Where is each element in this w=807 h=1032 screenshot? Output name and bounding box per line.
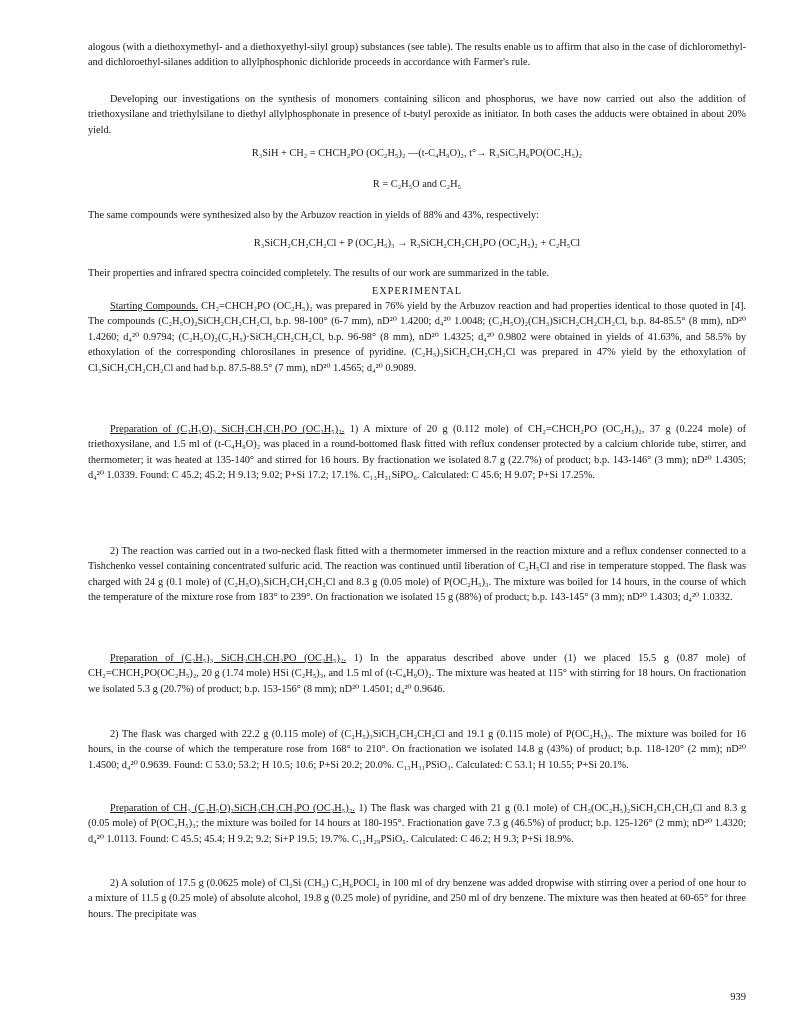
paragraph-prep-triethylsilyl xyxy=(88,651,746,697)
paragraph-properties-summary: Their properties and infrared spectra coincided completely. The results of our work are summarized in the table. xyxy=(88,268,550,279)
paragraph-intro-continuation: alogous (with a diethoxymethyl- and a diethoxyethyl-silyl group) substances (see table). The results enable us to affirm that also in the case of dichloromethyl- and dichloroethyl-silanes addition to allylphosphonic dichloride proceeds in accordance with Farmer's rule. xyxy=(88,42,746,69)
starting-compounds-text: CH₂=CHCH₂PO (OC₂H₅)₂ was prepared in 76% yield by the Arbuzov reaction and had properties identical to those quoted in [4]. The compounds (C₂H₅O)₂SiCH₂CH₂CH₂Cl, b.p. 98-100° (6-7 mm), nD²⁰ 1.4200; d₄²⁰ 1.0048; (C₂H₅O)₂(CH₃)SiCH₂CH₂CH₂Cl, b.p. 84-85.5° (8 mm), nD²⁰ 1.4260; d₄²⁰ 0.9794; (C₂H₅O)₂(C₂H₅)·SiCH₂CH₂CH₂Cl, b.p. 96-98° (8 mm), nD²⁰ 1.4325; d₄²⁰ 0.9802 were obtained in yields of 41.63%, and 58.5% by ethoxylation of the corresponding chlorosilanes in presence of pyridine. (C₂H₅)₃SiCH₂CH₂CH₂Cl was prepared in 47% yield by the ethoxylation of Cl₃SiCH₂CH₂CH₂Cl and had b.p. 87.5-88.5° (7 mm), nD²⁰ 1.4565; d₄²⁰ 0.9089. xyxy=(88,301,746,374)
subheading-prep-triethoxysilyl: Preparation of (C₂H₅O)₃ SiCH₂CH₂CH₂PO (OC₂H₅)₂. xyxy=(110,424,345,435)
subheading-prep-triethylsilyl: Preparation of (C₂H₅)₃ SiCH₂CH₂CH₂PO (OC₂H₅)₂. xyxy=(110,653,347,664)
paragraph-arbuzov-yields: The same compounds were synthesized also by the Arbuzov reaction in yields of 88% and 43%, respectively: xyxy=(88,210,539,221)
paragraph-prep-triethoxysilyl xyxy=(88,422,746,484)
paragraph-synthesis-overview: Developing our investigations on the synthesis of monomers containing silicon and phosphorus, we have now carried out also the addition of triethoxysilane and triethylsilane to diethyl allylphosphonate in presence of t-butyl peroxide as initiator. In both cases the adducts were obtained in about 20% yield. xyxy=(88,94,746,136)
paragraph-prep-triethylsilyl-method2: 2) The flask was charged with 22.2 g (0.115 mole) of (C₂H₅)₃SiCH₂CH₂CH₂Cl and 19.1 g (0.115 mole) of P(OC₂H₅)₃. The mixture was boiled for 16 hours, in the course of which the temperature rose from 168° to 210°. On fractionation we isolated 14.8 g (43%) of product; b.p. 118-120° (2 mm); nD²⁰ 1.4500; d₄²⁰ 0.9639. Found: C 53.0; 53.2; H 10.5; 10.6; P+Si 20.2; 20.0%. C₁₃H₃₁PSiO₃. Calculated: C 53.1; H 10.55; P+Si 20.1%. xyxy=(88,729,746,771)
section-heading-experimental: EXPERIMENTAL xyxy=(371,286,463,297)
equation-r-definition: R = C₂H₅O and C₂H₅ xyxy=(372,179,462,190)
paragraph-starting-compounds xyxy=(88,299,746,376)
equation-addition-reaction: R₃SiH + CH₂ = CHCH₂PO (OC₂H₅)₂ ―(t-C₄H₉O)₂, t°→ R₃SiC₃H₆PO(OC₂H₅)₂ xyxy=(251,148,583,159)
paragraph-prep-triethoxysilyl-method2: 2) The reaction was carried out in a two-necked flask fitted with a thermometer immersed in the reaction mixture and a reflux condenser connected to a Tishchenko vessel containing concentrated sulfuric acid. The reaction was continued until liberation of C₂H₅Cl and rise in temperature stopped. The flask was charged with 24 g (0.1 mole) of (C₂H₅O)₃SiCH₂CH₂CH₂Cl and 8.3 g (0.05 mole) of P(OC₂H₅)₃. The mixture was boiled for 14 hours, in the course of which the temperature of the mixture rose from 183° to 239°. On fractionation we isolated 15 g (88%) of product; b.p. 143-145° (3 mm); nD²⁰ 1.4303; d₄²⁰ 1.0332. xyxy=(88,546,746,604)
prep-methyldiethoxysilyl-text: 1) The flask was charged with 21 g (0.1 mole) of CH₃(OC₂H₅)₂SiCH₂CH₂CH₂Cl and 8.3 g (0.05 mole) of P(OC₂H₅)₃; the mixture was boiled for 14 hours at 180-195°. Fractionation gave 7.3 g (46.5%) of product; b.p. 125-126° (2 mm); nD²⁰ 1.4320; d₄²⁰ 1.0113. Found: C 45.5; 45.4; H 9.2; 9.2; Si+P 19.5; 19.7%. C₁₂H₂₉PSiO₅. Calculated: C 46.2; H 9.3; P+Si 18.9%. xyxy=(88,803,746,845)
paragraph-prep-methyldiethoxysilyl xyxy=(88,801,746,847)
subheading-starting-compounds: Starting Compounds. xyxy=(110,301,199,312)
equation-arbuzov-reaction: R₃SiCH₂CH₂CH₂Cl + P (OC₂H₅)₃ → R₃SiCH₂CH₂CH₂PO (OC₂H₅)₂ + C₂H₅Cl xyxy=(253,238,581,249)
page-number: 939 xyxy=(730,992,746,1003)
paragraph-prep-methyldiethoxysilyl-method2: 2) A solution of 17.5 g (0.0625 mole) of Cl₂Si (CH₃) C₃H₆POCl₂ in 100 ml of dry benzene was added dropwise with stirring over a period of one hour to a mixture of 11.5 g (0.25 mole) of absolute alcohol, 19.8 g (0.25 mole) of pyridine, and 250 ml of dry benzene. The mixture was then heated at 60-65° for three hours. The precipitate was xyxy=(88,878,746,920)
prep-triethoxysilyl-text: 1) A mixture of 20 g (0.112 mole) of CH₂=CHCH₂PO (OC₂H₅)₂, 37 g (0.224 mole) of triethoxysilane, and 1.5 ml of (t-C₄H₉O)₂ was placed in a round-bottomed flask fitted with reflux condenser protected by a calcium chloride tube, stirrer, and thermometer; it was heated at 135-140° and stirred for 16 hours. By fractionation we isolated 8.7 g (22.7%) of product; b.p. 143-146° (3 mm); nD²⁰ 1.4305; d₄²⁰ 1.0339. Found: C 45.2; 45.2; H 9.13; 9.02; P+Si 17.2; 17.1%. C₁₃H₃₁SiPO₆. Calculated: C 45.6; H 9.07; P+Si 17.25%. xyxy=(88,424,747,482)
subheading-prep-methyldiethoxysilyl: Preparation of CH₃ (C₂H₅O)₂SiCH₂CH₂CH₂PO (OC₂H₅)₂. xyxy=(110,803,355,814)
prep-triethylsilyl-text: 1) In the apparatus described above under (1) we placed 15.5 g (0.87 mole) of CH₂=CHCH₂PO(OC₂H₅)₂, 20 g (1.74 mole) HSi (C₂H₅)₃, and 1.5 ml of (t-C₄H₉O)₂. The mixture was heated at 115° with stirring for 18 hours. On fractionation we isolated 5.3 g (20.7%) of product; b.p. 153-156° (8 mm); nD²⁰ 1.4501; d₄²⁰ 0.9646. xyxy=(88,653,746,695)
